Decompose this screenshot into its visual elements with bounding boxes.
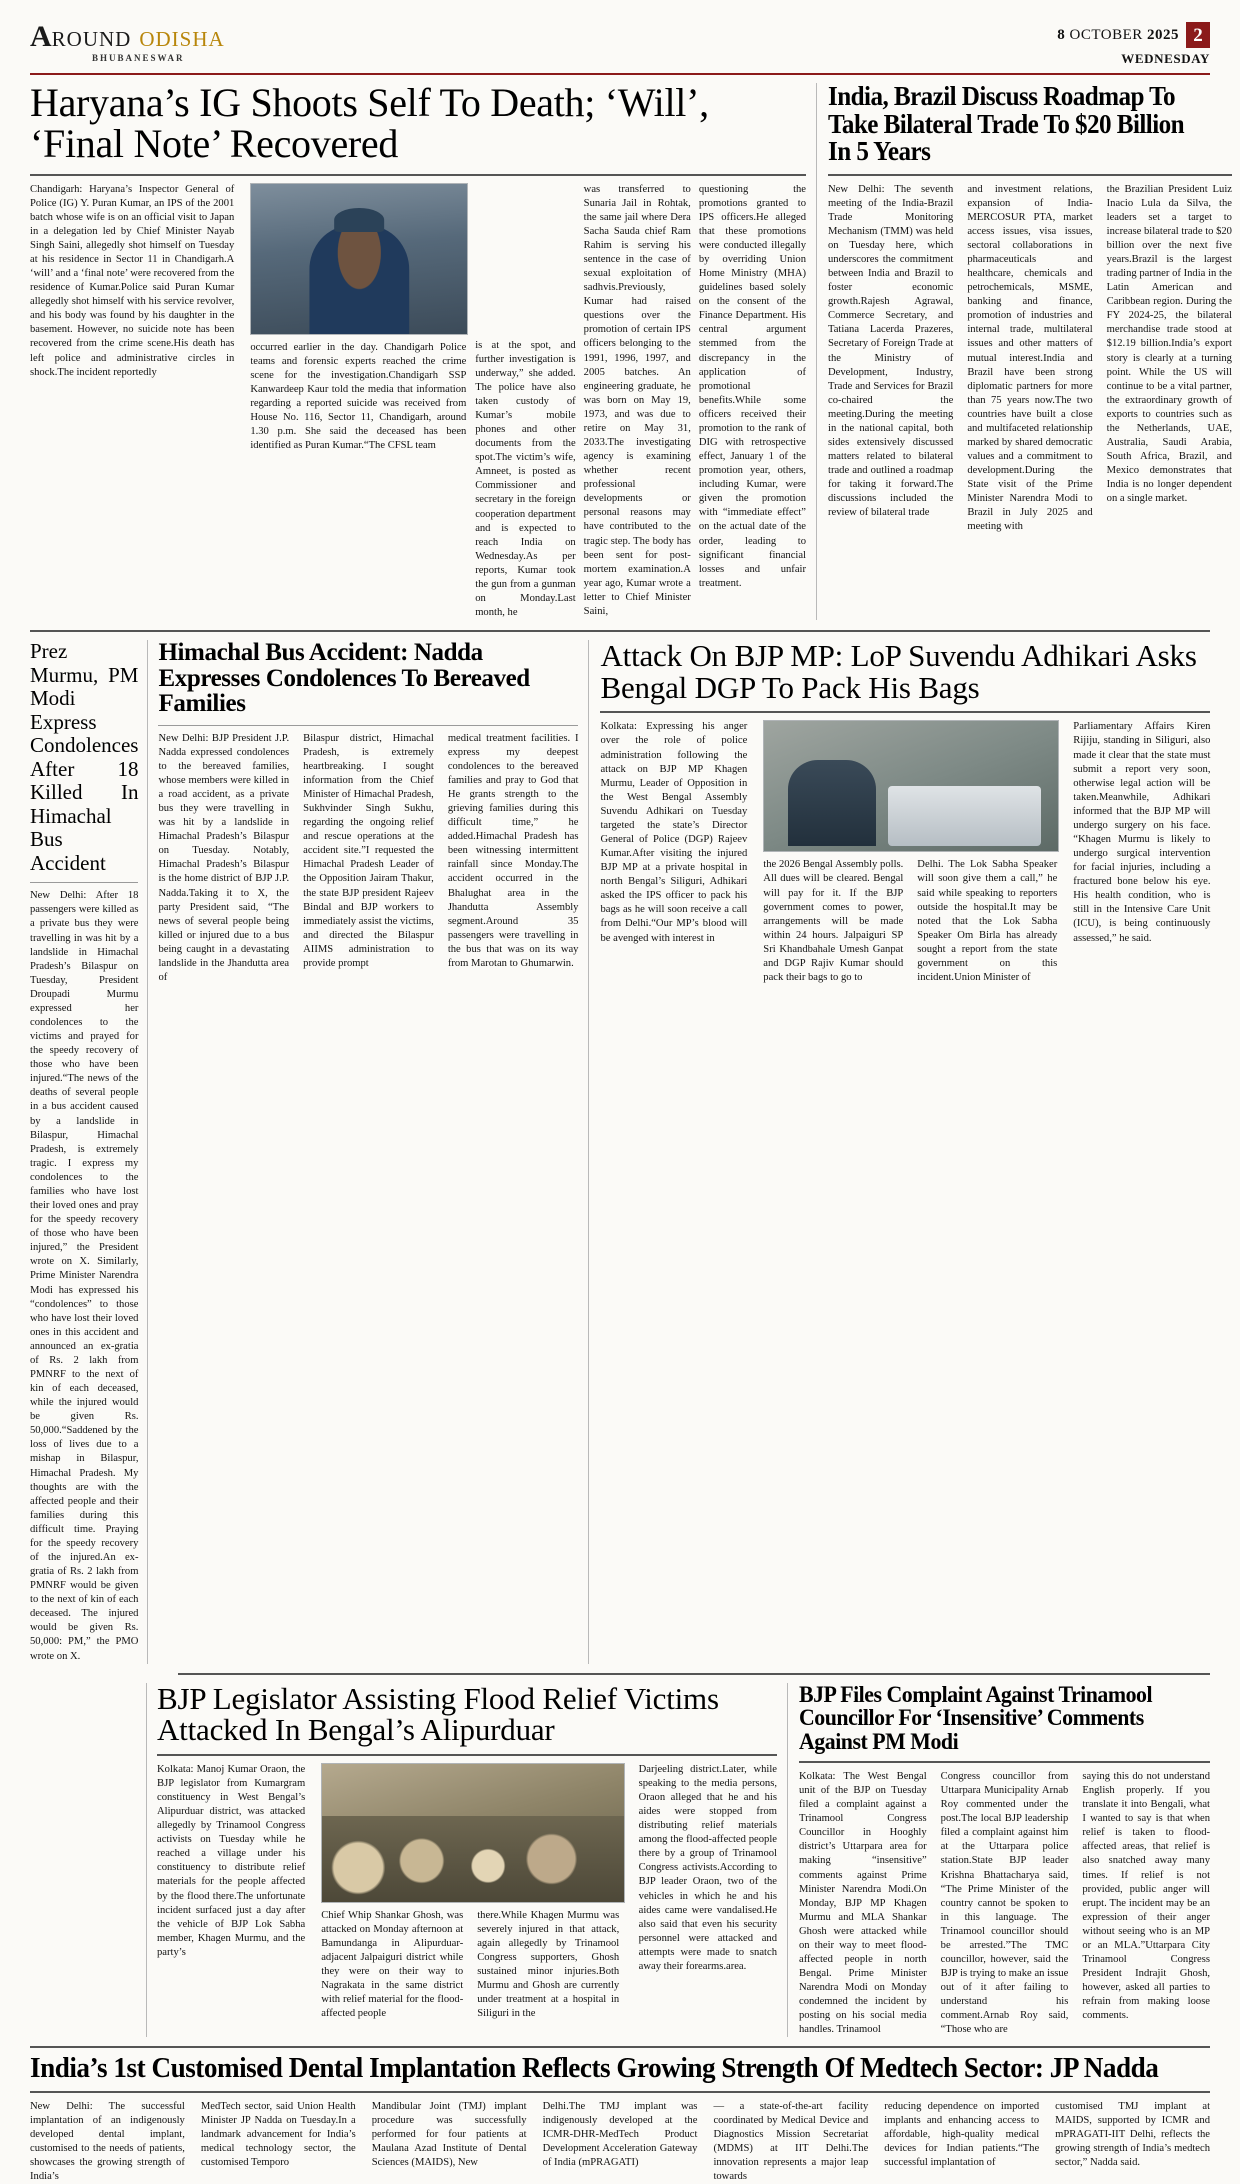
dental-col-3: Mandibular Joint (TMJ) implant procedure was successfully performed for four patients at Maulana Azad Institute of Dental Sciences (MAIDS), New [371,2101,527,2169]
second-section [30,640,1210,1663]
brazil-headline: India, Brazil Discuss Roadmap To Take Bilateral Trade To $20 Billion In 5 Years [828,81,1185,167]
nadda-col-2: Bilaspur district, Himachal Pradesh, is extremely heartbreaking. I sought information from the Chief Minister of Himachal Pradesh, Sukhvinder Singh Sukhu, regarding the ongoing relief and rescue operations at the accident site.”I requested the Himachal Pradesh Leader of the Opposition Jairam Thakur, the state BJP president Rajeev Bindal and BJP workers to immediately assist the victims, and directed the Bilaspur AIIMS administration to provide prompt [303,732,434,969]
brazil-col-3: the Brazilian President Luiz Inacio Lula da Silva, the leaders set a target to increase bilateral trade to $20 billion over the next five years.Brazil is the largest trading partner of India in the Latin American and Caribbean region. During the FY 2024-25, the bilateral merchandise trade stood at $12.19 billion.India’s export story is clearly at a turning point. While the US will continue to be a vital partner, the extraordinary growth of exports to countries such as the Netherlands, UAE, Australia, Saudi Arabia, South Africa, Brazil, and Mexico demonstrates that India is no longer dependent on a single market. [1106,183,1232,505]
top-section [30,80,1232,620]
issue-date: 8 OCTOBER 2025 [1057,26,1179,43]
dental-col-7: customised TMJ implant at MAIDS, supported by ICMR and mPRAGATI-IIT Delhi, reflects the growing strength of India’s medtech sector,” Nadda said. [1055,2101,1211,2169]
trinamool-headline: BJP Files Complaint Against Trinamool Councillor For ‘Insensitive’ Comments Against PM Modi [799,1681,1153,1754]
lead-col-1: Chandigarh: Haryana’s Inspector General of Police (IG) Y. Puran Kumar, an IPS of the 2001 batch whose wife is on an official visit to Japan in a delegation led by Chief Minister Nayab Singh Saini, allegedly shot himself on Tuesday at his residence in Sector 11 in Chandigarh.A ‘will’ and a ‘final note’ were recovered from the residence of Kumar.Police said Puran Kumar allegedly shot himself with his service revolver, and his body was found by his daughter in the basement. However, no suicide note has been recovered from the crime scene.His death has left police and administrative circles in shock.The incident reportedly [30,183,235,378]
dental-col-4: Delhi.The TMJ implant was indigenously developed at the ICMR-DHR-MedTech Product Development Acceleration Gateway of India (mPRAGATI) [542,2101,698,2169]
dental-story [30,2055,1210,2184]
trinamool-col-1: Kolkata: The West Bengal unit of the BJP on Tuesday filed a complaint against a Trinamool Congress Councillor in Hooghly district’s Uttarpara area for making “insensitive” comments against Prime Minister Narendra Modi.On Monday, BJP MP Khagen Murmu and MLA Shankar Ghosh were attacked while on their way to meet flood-affected people in north Bengal. Prime Minister Narendra Modi on Monday condemned the incident by posting on his social media handles. Trinamool [799,1770,927,2036]
bengal-attack-story [588,640,1210,1663]
alipurduar-col-2: Chief Whip Shankar Ghosh, was attacked on Monday afternoon at Bamundanga in Alipurduar-adjacent Jalpaiguri district while they were on their way to Nagrakata in the same district with relief material for the flood-affected people [321,1909,464,2020]
dental-col-1: New Delhi: The successful implantation of an indigenously developed dental implant, customised to the needs of patients, showcases the growing strength of India’s [30,2101,185,2183]
date-block [1057,22,1210,67]
masthead [30,22,1210,75]
alipurduar-story [146,1680,787,2038]
bengal-headline: Attack On BJP MP: LoP Suvendu Adhikari Asks Bengal DGP To Pack His Bags [600,638,1197,705]
murmu-body: New Delhi: After 18 passengers were killed as a private bus they were travelling in was hit by a landslide in Himachal Pradesh’s Bilaspur on Tuesday, President Droupadi Murmu expressed her condolences to the victims and prayed for the speedy recovery of those who have been injured.“The news of the deaths of several people in a bus accident caused by a landslide in Bilaspur, Himachal Pradesh, is extremely tragic. I express my condolences to the families who have lost their loved ones and pray for the speedy recovery of those who have been injured,” the President wrote on X. Similarly, Prime Minister Narendra Modi has expressed his “condolences” to those who have lost their loved ones in this accident and announced an ex-gratia of Rs. 2 lakh from PMNRF to the next of kin of each deceased, while the injured would be given Rs. 50,000.“Saddened by the loss of lives due to a mishap in Bilaspur, Himachal Pradesh. My thoughts are with the affected people and their families during this difficult time. Praying for the speedy recovery of the injured.An ex-gratia of Rs. 2 lakh from PMNRF would be given to the next of kin of each deceased. The injured would be given Rs. 50,000: PM,” the PMO wrote on X. [30,890,139,1662]
dental-col-6: reducing dependence on imported implants and enhancing access to affordable, high-quality medical devices for Indian patients.“The successful implantation of [884,2101,1040,2169]
lead-col-2: occurred earlier in the day. Chandigarh Police teams and forensic experts reached the crime scene for the investigation.Chandigarh SSP Kanwardeep Kaur told the media that information regarding a reported suicide was received from House No. 116, Sector 11, Chandigarh, around 1.30 p.m. She said the deceased has been identified as Puran Kumar.“The CFSL team [250,341,467,452]
weekday: WEDNESDAY [1121,51,1210,66]
alipurduar-col-3: there.While Khagen Murmu was severely injured in that attack, again allegedly by Trinamool Congress supporters, Ghosh sustained minor injuries.Both Murmu and Ghosh are currently under treatment at a hospital in Siliguri in the [477,1909,620,2020]
bengal-col-2: the 2026 Bengal Assembly polls. All dues will be cleared. Bengal will pay for it. If the BJP government comes to power, arrangements will be made within 24 hours. Jalpaiguri SP Sri Khandbahale Umesh Ganpat and DGP Rajiv Kumar should pack their bags to go to [763,859,904,983]
dental-headline: India’s 1st Customised Dental Implantation Reflects Growing Strength Of Medtech Sector: JP Nadda [30,2053,1159,2085]
trinamool-col-3: saying this do not understand English properly. If you translate it into Bengali, what I wanted to say is that when relief is taken to flood-affected areas, that relief is also snatched away many times. If relief is not provided, public anger will erupt. The incident may be an expression of their anger without seeing who is an MP or an MLA.”Uttarpara City Trinamool Congress President Indrajit Ghosh, however, asked all parties to refrain from making loose comments. [1082,1770,1211,2022]
alipurduar-headline: BJP Legislator Assisting Flood Relief Victims Attacked In Bengal’s Alipurduar [157,1680,719,1748]
dental-col-5: — a state-of-the-art facility coordinated by Medical Device and Diagnostics Mission Secretariat (MDMS) at IIT Delhi.The innovation represents a major leap towards [713,2101,869,2183]
lead-col-5: questioning the promotions granted to IPS officers.He alleged that these promotions were conducted illegally by overriding Union Home Ministry (MHA) guidelines based solely on the consent of the Finance Department. His central argument stemmed from the discrepancy in the application of promotional benefits.While some officers received their promotion to the rank of DIG with retrospective effect, January 1 of the promotion year, others, including Kumar, were given the promotion with “immediate effect” on the actual date of the order, leading to significant financial losses and unfair treatment. [698,183,807,589]
logo-around-text: ROUND [51,27,132,51]
nadda-col-3: medical treatment facilities. I express my deepest condolences to the bereaved families and pray to God that He grants strength to the grieving families during this difficult time,” he added.Himachal Pradesh has been witnessing intermittent rainfall since Monday.The accident occurred in the Bhalughat area in the Jhandutta Assembly segment.Around 35 passengers were travelling in the bus that was on its way from Marotan to Ghumarwin. [447,732,579,969]
lead-story [30,80,816,620]
bengal-col-4: Parliamentary Affairs Kiren Rijiju, standing in Siliguri, also made it clear that the state must submit a report very soon, otherwise legal action will be taken.Meanwhile, Adhikari informed that the BJP MP will undergo surgery on his face. “Khagen Murmu is likely to undergo surgical intervention for facial injuries, including a fractured bone below his eye. His health condition, who is still in the Intensive Care Unit (ICU), is being continuously assessed,” he said. [1073,721,1211,944]
nadda-headline: Himachal Bus Accident: Nadda Expresses Condolences To Bereaved Families [158,639,530,718]
page-number: 2 [1186,22,1210,48]
alipurduar-col-4: Darjeeling district.Later, while speaking to the media persons, Oraon alleged that he and his aides were stopped from distributing relief materials among the flood-affected people there by a group of Trinamool Congress activists.According to BJP leader Oraon, two of the vehicles in which he and his aides came were vandalised.He also said that even his security personnel were attacked and attempts were made to snatch away their forearms.area. [638,1763,777,1972]
lead-col-4: was transferred to Sunaria Jail in Rohtak, the same jail where Dera Sacha Sauda chief Ram Rahim is serving his sentence in the case of sexual exploitation of sadhvis.Previously, Kumar had raised questions over the promotion of certain IPS officers belonging to the 1991, 1996, 1997, and 2005 batches. An engineering graduate, he was born on May 19, 1973, and was due to retire on May 31, 2033.The investigating agency is examining whether recent professional developments or personal reasons may have contributed to the tragic step. The body has been sent for post-mortem examination.A year ago, Kumar wrote a letter to Chief Minister Saini, [583,183,691,617]
third-section [30,1675,1210,2038]
alipurduar-col-1: Kolkata: Manoj Kumar Oraon, the BJP legislator from Kumargram constituency in West Bengal’s Alipurduar district, was attacked allegedly by Trinamool Congress activists on Tuesday while he reached a village under his constituency to distribute relief materials for the people affected by the flood there.The unfortunate incident surfaced just a day after the vehicle of BJP Lok Sabha member, Khagen Murmu, and the party’s [157,1763,306,1958]
bengal-photo-hospital [763,720,1059,852]
publication-logo [30,22,225,63]
logo-city: BHUBANESWAR [92,53,185,63]
alipurduar-photo-crowd [321,1763,624,1903]
lead-col-3: is at the spot, and further investigation is underway,” she added. The police have also taken custody of Kumar’s mobile phones and other documents from the spot.The victim’s wife, Amneet, is posted as Commissioner and secretary in the foreign cooperation department and is expected to reach India on Wednesday.As per reports, Kumar took the gun from a gunman on Monday.Last month, he [475,339,576,619]
trinamool-col-2: Congress councillor from Uttarpara Municipality Arnab Roy commented under the post.The local BJP leadership filed a complaint against him at the Uttarpara police station.State BJP leader Krishna Bhattacharya said, “The Prime Minister of the country cannot be spoken to in this language. The Trinamool councillor should be arrested.”The TMC councillor, however, said the BJP is trying to make an issue out of it after failing to understand his comment.Arnab Roy said, “Those who are [940,1770,1069,2036]
bengal-col-3: Delhi. The Lok Sabha Speaker will soon give them a call,” he said while speaking to reporters outside the hospital.It may be noted that the Lok Sabha Speaker Om Birla has already sought a report from the state government on this incident.Union Minister of [917,859,1058,983]
trinamool-story [787,1683,1210,2038]
brazil-story [816,83,1232,620]
dental-col-2: MedTech sector, said Union Health Minister JP Nadda on Tuesday.In a landmark advancement for India’s medical technology sector, the customised Temporo [200,2101,356,2169]
nadda-story [147,640,588,1663]
brazil-col-2: and investment relations, expansion of India-MERCOSUR PTA, market access issues, visa issues, sectoral collaborations in pharmaceuticals and healthcare, chemicals and petrochemicals, MSME, banking and finance, promotion of industries and internal trade, multilateral issues and other matters of mutual interest.India and Brazil have been strong diplomatic partners for more than 75 years now.The two countries have built a close and multifaceted relationship marked by shared democratic values and a commitment to development.During the State visit of the Prime Minister Narendra Modi to Brazil in July 2025 and meeting with [967,183,1093,533]
lead-photo-ig-officer [250,183,468,335]
nadda-col-1: New Delhi: BJP President J.P. Nadda expressed condolences to the bereaved families, whose members were killed in a road accident, as a private bus they were travelling in was hit by a landslide in Himachal Pradesh’s Bilaspur on Tuesday. Notably, Himachal Pradesh’s Bilaspur is the home district of BJP J.P. Nadda.Taking it to X, the party President said, “The news of several people being killed or injured due to a bus being caught in a devastating landslide in the Jhandutta area of [158,732,290,983]
murmu-story [30,640,147,1663]
logo-dropcap: A [30,20,52,53]
logo-odisha-text: ODISHA [139,27,225,51]
lead-headline: Haryana’s IG Shoots Self To Death; ‘Will’, ‘Final Note’ Recovered [30,80,709,166]
brazil-col-1: New Delhi: The seventh meeting of the India-Brazil Trade Monitoring Mechanism (TMM) was held on Tuesday here, which underscores the commitment between India and Brazil to foster economic growth.Rajesh Agrawal, Commerce Secretary, and Tatiana Lacerda Prazeres, Secretary of Foreign Trade at the Ministry of Development, Industry, Trade and Services for Brazil co-chaired the meeting.During the meeting in the national capital, both sides extensively discussed matters related to bilateral trade and outlined a roadmap for taking it forward.The discussions included the review of bilateral trade [828,183,954,519]
bengal-col-1: Kolkata: Expressing his anger over the role of police administration following the attack on BJP MP Khagen Murmu, Leader of Opposition in the West Bengal Assembly Suvendu Adhikari on Tuesday targeted the state’s Director General of Police (DGP) Rajeev Kumar.After visiting the injured BJP MP at a private hospital in north Bengal’s Siliguri, Adhikari asked the IPS officer to pack his bags as he will soon receive a call from Delhi.“Our MP’s blood will be avenged with interest in [600,721,748,944]
murmu-headline: Prez Murmu, PM Modi Express Condolences After 18 Killed In Himachal Bus Accident [30,639,139,875]
